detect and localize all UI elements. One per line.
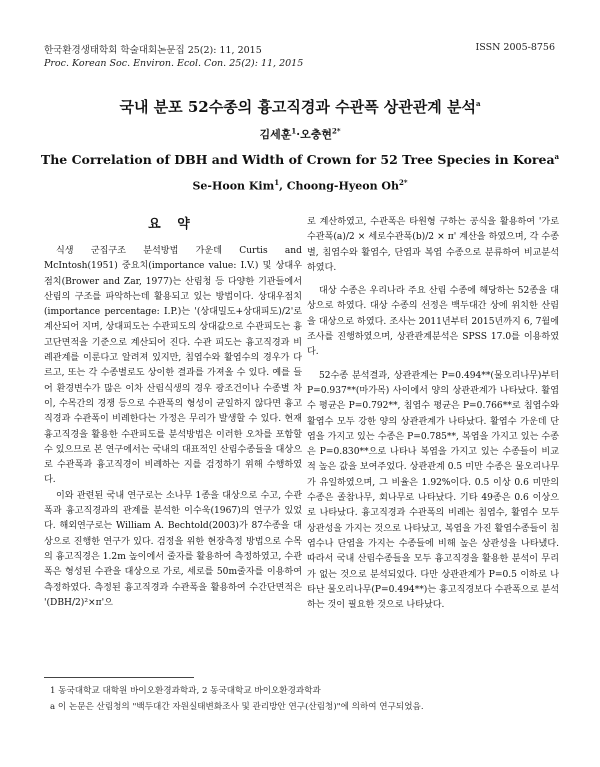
journal-header-ko: 한국환경생태학회 학술대회논문집 25(2): 11, 2015 — [44, 45, 262, 56]
title-en-text: The Correlation of DBH and Width of Crown for 52 Tree Species in Korea — [40, 152, 555, 168]
journal-header-en: Proc. Korean Soc. Environ. Ecol. Con. 25(2): 11, 2015 — [44, 58, 304, 69]
paragraph: 식생 군집구조 분석방법 가운데 Curtis and McIntosh(1951) 중요치(importance value: I.V.) 및 상대우점치(Brower and Zar, 1977)는 산림청 등 다양한 기관들에서 산림의 구조를 파악하는데 활용되고 있는 방법이다. 상대우점치(importance percentage: I.P.)는 '(상대밀도+상대피도)/2'로 계산되어 지며, 상대피도는 수관피도의 상대값으로 수관피도는 흉고단면적을 기준으로 계산되어 진다. 수관 피도는 흉고직경과 비례관계를 이룬다고 알려져 있지만, 침엽수와 활엽수의 경우가 다르고, 또는 각 수종별로도 상이한 결과를 가져올 수 있다. 예를 들어 환경변수가 많은 이차 산림식생의 경우 광조건이나 수종별 차이, 수목간의 경쟁 등으로 수관폭의 형성이 균일하지 않다면 흉고직경과 수관폭이 비례한다는 가정은 무리가 발생할 수 있다. 현재 흉고직경을 활용한 수관피도를 분석방법은 이러한 오차를 포함할 수 있으므로 본 연구에서는 국내의 대표적인 산림수종들을 대상으로 수관폭과 흉고직경이 비례하는 지를 검정하기 위해 수행하였다. — [44, 246, 302, 486]
author-en-2-mark: 2* — [399, 178, 408, 187]
author-en-1: Se-Hoon Kim — [192, 179, 275, 193]
left-column — [44, 244, 302, 611]
paragraph: 이와 관련된 국내 연구로는 소나무 1종을 대상으로 수고, 수관폭과 흉고직경과의 관계를 분석한 이수욱(1967)의 연구가 있었다. 해외연구로는 William A. Bechtold(2003)가 87수종을 대상으로 진행한 연구가 있다. 검정을 위한 현장측정 방법으로 수목의 흉고직경은 1.2m 높이에서 줄자를 활용하여 측정하였고, 수관폭은 형성된 수관을 대상으로 가로, 세로를 50m줄자를 이용하여 측정하였다. 측정된 흉고직경과 수관폭을 활용하여 수간단면적은 '(DBH/2)²×π'으 — [44, 490, 302, 608]
title-ko-footnote-mark: a — [475, 99, 481, 108]
issn: ISSN 2005-8756 — [475, 42, 555, 53]
footnote-divider — [44, 677, 194, 678]
abstract-heading: 요 약 — [148, 217, 196, 232]
title-en — [0, 152, 600, 167]
author-ko-2: ·오충현 — [296, 128, 332, 141]
author-ko-1-mark: 1 — [291, 126, 297, 136]
title-en-footnote-mark: a — [554, 152, 560, 161]
author-ko-2-mark: 2* — [331, 126, 341, 136]
paragraph: 대상 수종은 우리나라 주요 산림 수종에 해당하는 52종을 대상으로 하였다. 대상 수종의 선정은 백두대간 상에 위치한 산림을 대상으로 하였다. 조사는 2011년부터 2015년까지 6, 7월에 조사를 진행하였으며, 상관관계분석은 SPSS 17.0를 이용하였다. — [307, 286, 559, 358]
author-en-2: , Choong-Hyeon Oh — [279, 179, 399, 193]
title-ko — [0, 96, 600, 117]
paragraph: 로 계산하였고, 수관폭은 타원형 구하는 공식을 활용하여 '가로수관폭(a)/2 × 세로수관폭(b)/2 × π' 계산을 하였으며, 각 수종별, 침엽수와 활엽수, 단엽과 복엽 수종으로 분류하여 비교분석하였다. — [307, 217, 559, 273]
title-ko-text: 국내 분포 52수종의 흉고직경과 수관폭 상관관계 분석 — [119, 98, 476, 116]
authors-ko — [0, 126, 600, 142]
author-en-1-mark: 1 — [274, 178, 280, 187]
author-ko-1: 김세훈 — [259, 128, 292, 141]
footnote-affiliations: 1 동국대학교 대학원 바이오환경과학과, 2 동국대학교 바이오환경과학과 — [50, 686, 321, 696]
paragraph: 52수종 분석결과, 상관관계는 P=0.494**(물오리나무)부터 P=0.937**(마가목) 사이에서 양의 상관관계가 나타났다. 활엽수 평균은 P=0.792**, 침엽수 평균은 P=0.766**로 침엽수와 활엽수 모두 강한 양의 상관관계가 나타났다. 활엽수 가운데 단엽을 가지고 있는 수종은 P=0.785**, 복엽을 가지고 있는 수종은 P=0.830**으로 나타나 복엽을 가지고 있는 수종들이 비교적 높은 값을 보여주었다. 상관관계 0.5 미만 수종은 물오리나무가 유일하였으며, 그 비율은 1.92%이다. 0.5 이상 0.6 미만의 수종은 졸참나무, 회나무로 나타났다. 기타 49종은 0.6 이상으로 나타났다. 흉고직경과 수관폭의 비례는 침엽수, 활엽수 모두 상관성을 가지는 것으로 나타났고, 복엽을 가진 활엽수종들이 침엽수나 단엽을 가지는 수종들에 비해 높은 상관성을 나타냈다. 따라서 국내 산림수종들을 모두 흉고직경을 활용한 분석이 무리가 없는 것으로 분석되었다. 다만 상관관계가 P=0.5 이하로 나타난 물오리나무(P=0.494**)는 흉고직경보다 수관폭으로 분석하는 것이 필요한 것으로 나타났다. — [307, 370, 559, 611]
authors-en — [0, 178, 600, 193]
footnote-funding: a 이 논문은 산림청의 "백두대간 자원실태변화조사 및 관리방안 연구(산림청)"에 의하여 연구되었음. — [50, 702, 424, 712]
right-column — [307, 215, 559, 613]
